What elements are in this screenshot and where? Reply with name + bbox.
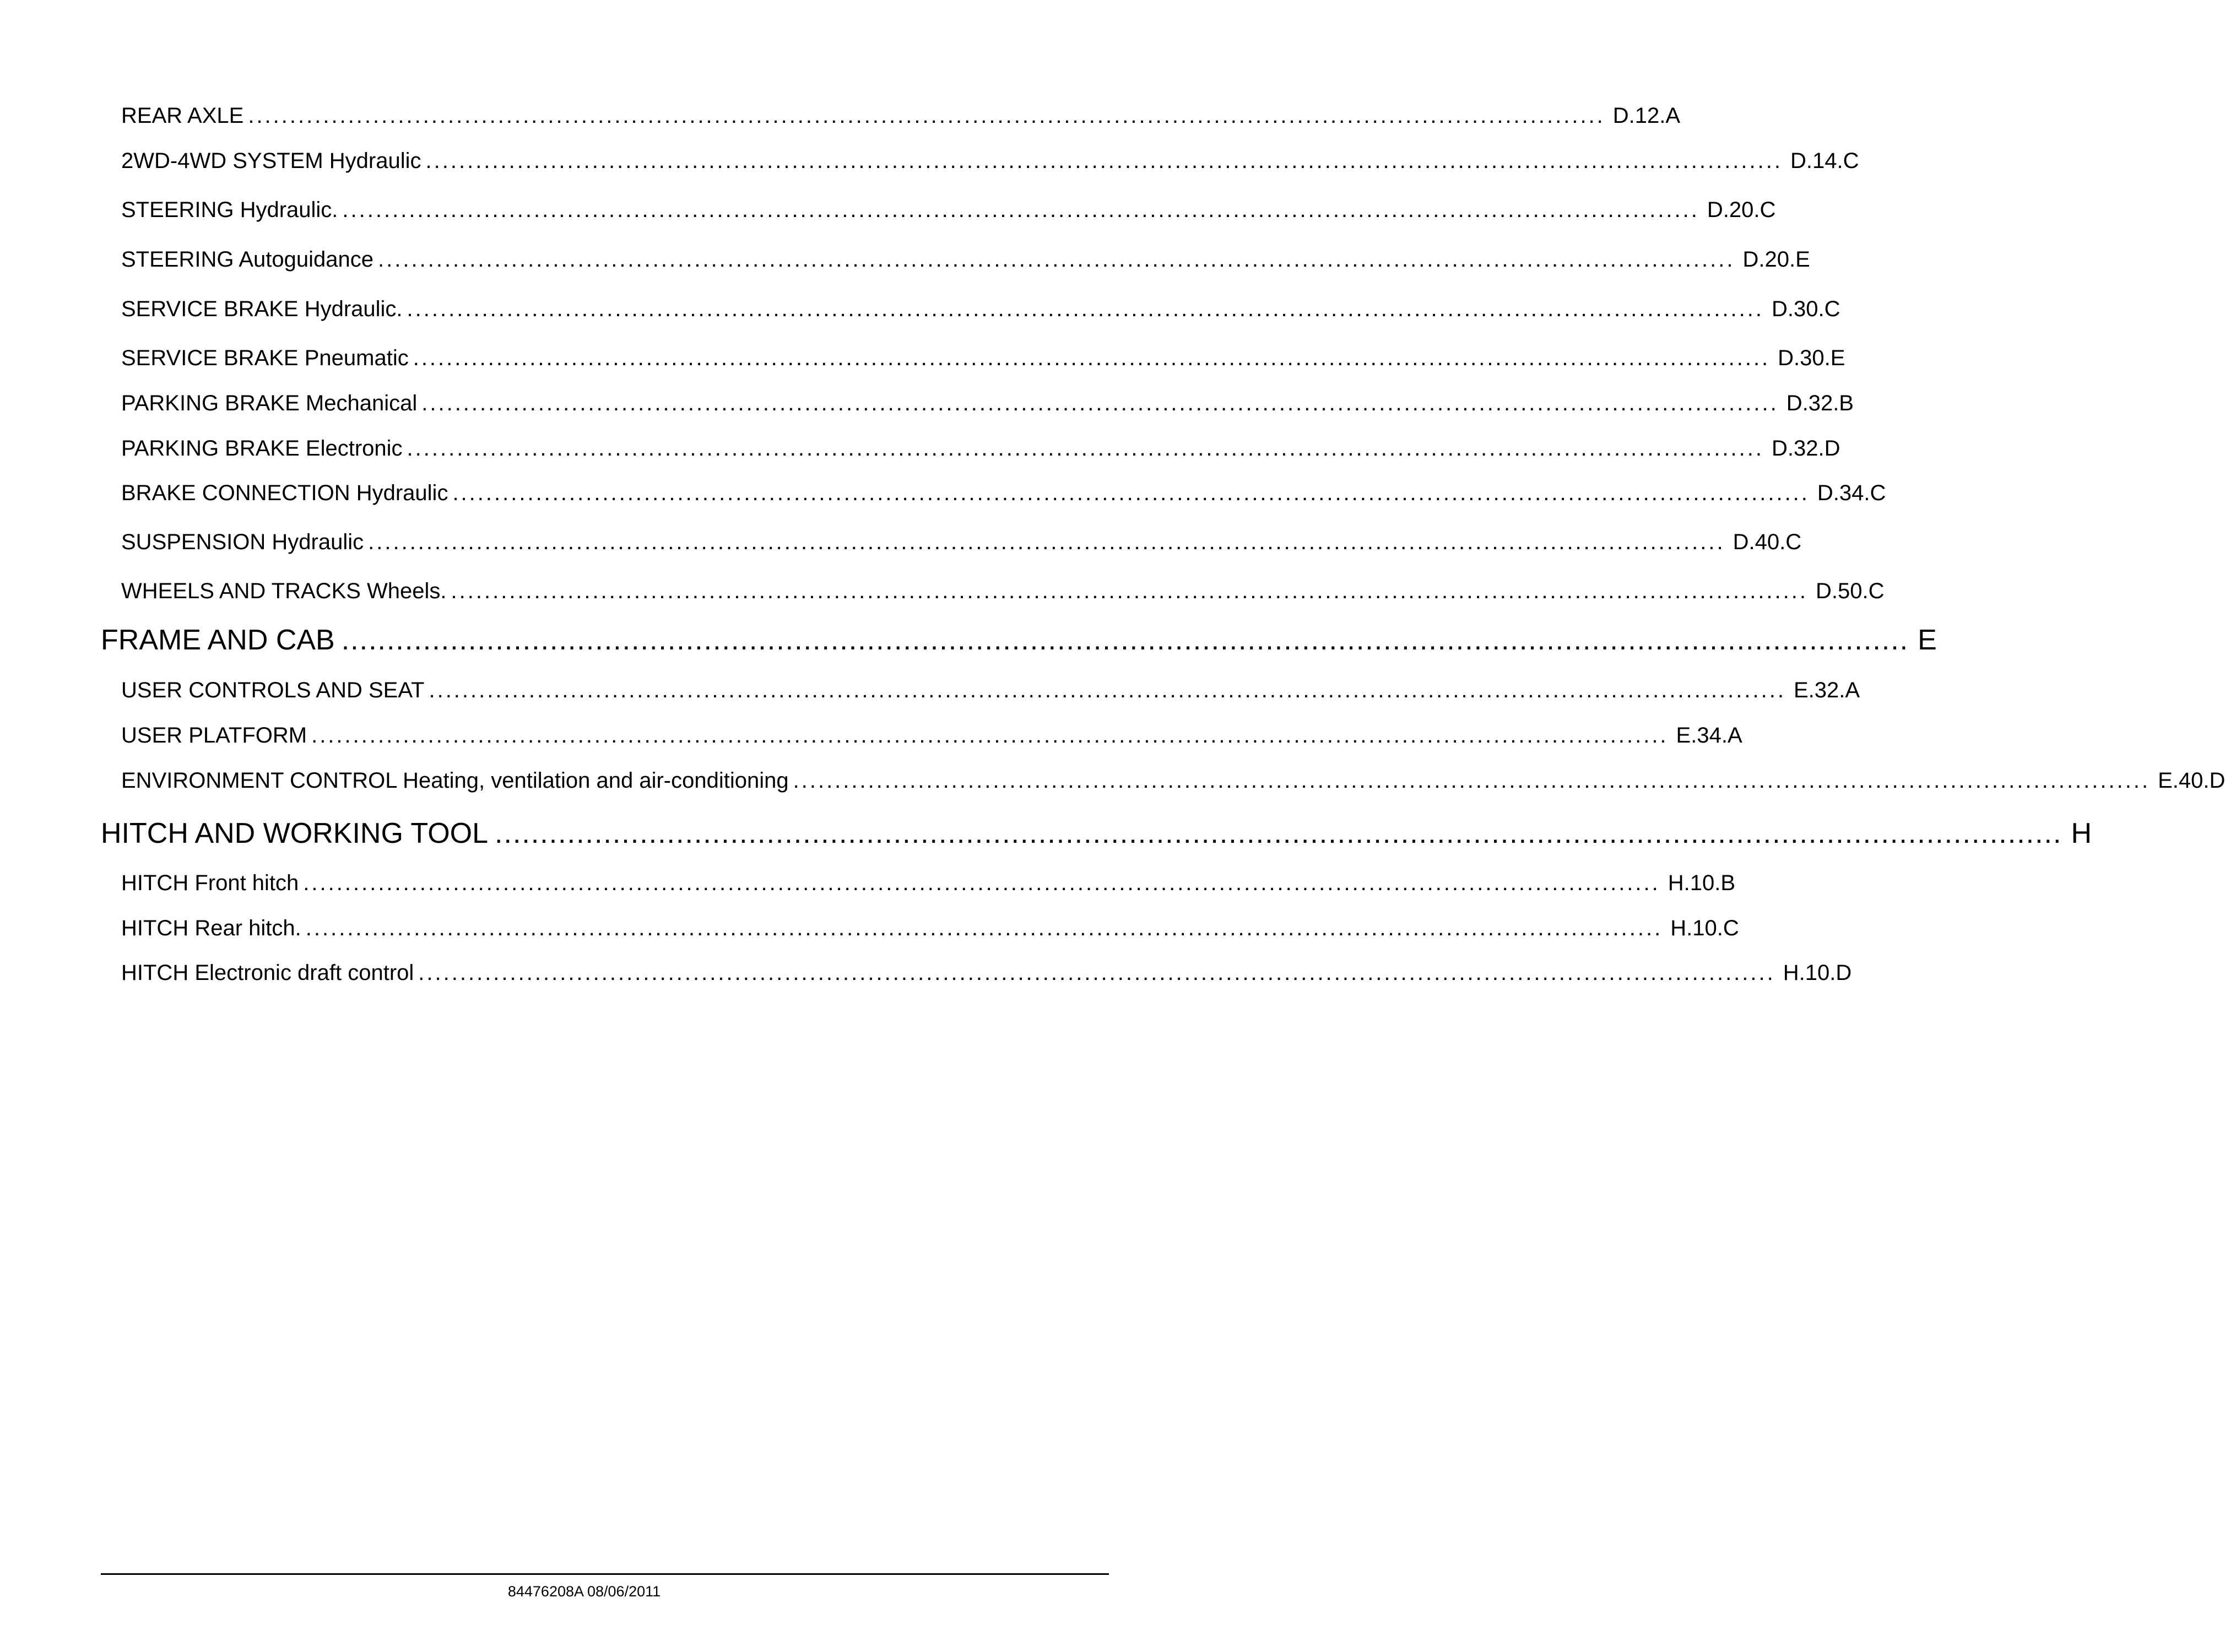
toc-entry-label: 2WD-4WD SYSTEM Hydraulic	[121, 149, 421, 173]
toc-entry-page: D.32.B	[1786, 391, 1854, 415]
toc-entry-page: D.32.D	[1772, 436, 1840, 461]
dot-leader: ...................................................................................................................................................................	[413, 346, 1771, 370]
toc-entry-label: USER PLATFORM	[121, 723, 307, 748]
toc-entry-label: HITCH Front hitch	[121, 871, 299, 895]
toc-entry-label: PARKING BRAKE Electronic	[121, 436, 403, 461]
dot-leader: ...................................................................................................................................................................	[425, 149, 1783, 173]
toc-entry-page: D.20.C	[1707, 198, 1776, 222]
toc-entry[interactable]	[121, 958, 1852, 987]
document-code-date: 84476208A 08/06/2011	[507, 1583, 661, 1600]
toc-entry-label: WHEELS AND TRACKS Wheels.	[121, 579, 447, 603]
toc-entry-page: E.32.A	[1793, 678, 1860, 702]
toc-entry-label: ENVIRONMENT CONTROL Heating, ventilation and air-conditioning	[121, 768, 789, 793]
dot-leader: ...................................................................................................................................................................	[248, 104, 1605, 128]
toc-entry-label: USER CONTROLS AND SEAT	[121, 678, 425, 702]
toc-entry-label: PARKING BRAKE Mechanical	[121, 391, 418, 415]
toc-section-label: FRAME AND CAB	[101, 624, 335, 656]
dot-leader: ...................................................................................................................................................................	[421, 391, 1779, 415]
toc-entry[interactable]	[121, 295, 1840, 323]
toc-entry-page: H.10.B	[1668, 871, 1736, 895]
toc-entry-page: D.20.E	[1742, 247, 1810, 272]
dot-leader: ...................................................................................................................................................................	[303, 871, 1660, 895]
dot-leader: ...................................................................................................................................................................	[311, 723, 1669, 748]
dot-leader: ...................................................................................................................................................................	[418, 961, 1775, 985]
dot-leader: ...................................................................................................................................................................	[429, 678, 1786, 702]
toc-entry-label: REAR AXLE	[121, 104, 244, 128]
toc-entry-label: STEERING Hydraulic.	[121, 198, 338, 222]
toc-entry-page: H.10.D	[1783, 961, 1852, 985]
toc-entry[interactable]	[121, 676, 1860, 705]
toc-section[interactable]	[101, 816, 2092, 851]
toc-entry[interactable]	[121, 245, 1810, 274]
toc-entry-page: D.34.C	[1817, 481, 1886, 505]
toc-entry-page: H.10.C	[1670, 916, 1739, 940]
dot-leader: .............................................................................................................................................................................	[495, 817, 2062, 849]
toc-entry-page: E.34.A	[1676, 723, 1742, 748]
dot-leader: ...................................................................................................................................................................	[452, 481, 1810, 505]
toc-entry[interactable]	[121, 766, 2225, 795]
toc-section[interactable]	[101, 622, 1937, 658]
toc-entry[interactable]	[121, 101, 1681, 130]
toc-entry-page: D.50.C	[1816, 579, 1885, 603]
toc-entry[interactable]	[121, 914, 1739, 943]
dot-leader: ...................................................................................................................................................................	[793, 768, 2151, 793]
toc-entry-page: D.14.C	[1790, 149, 1859, 173]
dot-leader: ...................................................................................................................................................................	[451, 579, 1808, 603]
toc-entry-label: SERVICE BRAKE Pneumatic	[121, 346, 409, 370]
toc-section-page: H	[2071, 817, 2092, 849]
toc-entry-label: SUSPENSION Hydraulic	[121, 530, 364, 554]
dot-leader: ...................................................................................................................................................................	[342, 198, 1699, 222]
dot-leader: ...................................................................................................................................................................	[305, 916, 1663, 940]
toc-entry[interactable]	[121, 344, 1845, 372]
dot-leader: ...................................................................................................................................................................	[407, 297, 1764, 321]
toc-entry[interactable]	[121, 577, 1885, 605]
toc-section-label: HITCH AND WORKING TOOL	[101, 817, 489, 849]
toc-entry-page: D.40.C	[1733, 530, 1802, 554]
footer-divider	[101, 1573, 1109, 1575]
toc-entry[interactable]	[121, 869, 1736, 897]
toc-entry[interactable]	[121, 147, 1859, 175]
toc-entry-page: D.30.C	[1772, 297, 1840, 321]
toc-entry-page: E.40.D	[2158, 768, 2225, 793]
dot-leader: ...................................................................................................................................................................	[368, 530, 1725, 554]
toc-section-page: E	[1918, 624, 1937, 656]
toc-entry[interactable]	[121, 528, 1802, 556]
toc-entry[interactable]	[121, 389, 1854, 418]
toc-entry-page: D.12.A	[1612, 104, 1681, 128]
toc-entry[interactable]	[121, 479, 1886, 507]
dot-leader: ...................................................................................................................................................................	[378, 247, 1735, 272]
dot-leader: .............................................................................................................................................................................	[341, 624, 1909, 656]
toc-entry[interactable]	[121, 721, 1742, 750]
toc-entry-label: HITCH Rear hitch.	[121, 916, 301, 940]
toc-entry-label: HITCH Electronic draft control	[121, 961, 414, 985]
dot-leader: ...................................................................................................................................................................	[407, 436, 1764, 461]
toc-entry-label: SERVICE BRAKE Hydraulic.	[121, 297, 403, 321]
toc-entry-label: STEERING Autoguidance	[121, 247, 374, 272]
toc-entry[interactable]	[121, 434, 1840, 463]
toc-entry-label: BRAKE CONNECTION Hydraulic	[121, 481, 448, 505]
toc-entry[interactable]	[121, 196, 1776, 224]
toc-entry-page: D.30.E	[1778, 346, 1845, 370]
